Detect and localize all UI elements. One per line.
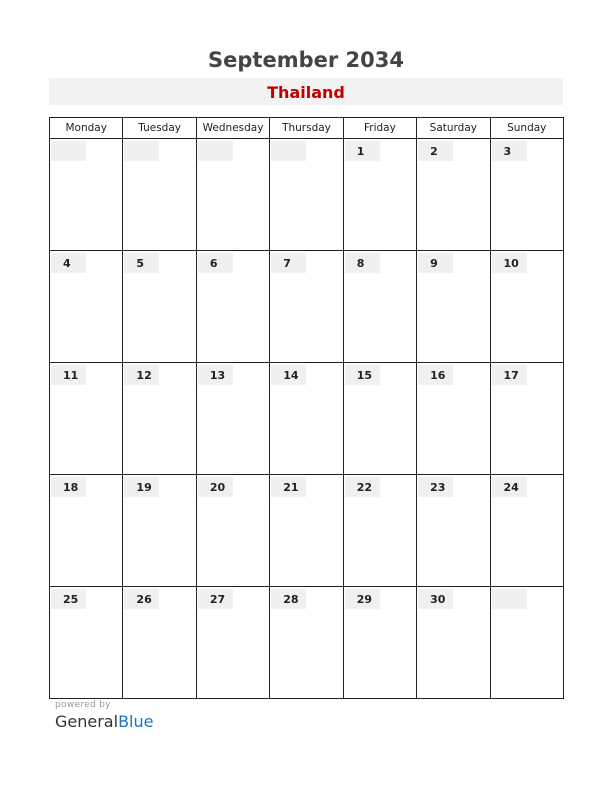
day-number: 25 xyxy=(51,589,86,609)
day-cell xyxy=(123,363,196,475)
day-cell xyxy=(196,587,269,699)
day-cell xyxy=(490,475,563,587)
day-cell xyxy=(343,587,416,699)
day-number: 11 xyxy=(51,365,86,385)
powered-by-text: powered by xyxy=(55,700,111,710)
day-cell xyxy=(50,251,123,363)
weekday-thursday: Thursday xyxy=(270,118,343,139)
day-cell xyxy=(417,251,490,363)
day-number: 2 xyxy=(418,141,453,161)
calendar-title: September 2034 xyxy=(208,48,404,72)
day-cell xyxy=(490,251,563,363)
day-number xyxy=(271,141,306,161)
day-number: 6 xyxy=(198,253,233,273)
day-cell xyxy=(123,587,196,699)
day-cell xyxy=(50,587,123,699)
day-cell xyxy=(270,251,343,363)
day-number: 4 xyxy=(51,253,86,273)
calendar-grid xyxy=(49,117,564,699)
day-cell xyxy=(417,139,490,251)
day-number: 13 xyxy=(198,365,233,385)
day-cell xyxy=(196,363,269,475)
day-cell xyxy=(490,587,563,699)
week-row xyxy=(50,251,564,363)
day-number: 5 xyxy=(124,253,159,273)
day-number: 10 xyxy=(492,253,527,273)
day-number: 15 xyxy=(345,365,380,385)
day-cell xyxy=(196,475,269,587)
day-number: 20 xyxy=(198,477,233,497)
day-cell xyxy=(270,475,343,587)
day-cell xyxy=(417,363,490,475)
day-cell xyxy=(196,251,269,363)
day-number xyxy=(198,141,233,161)
day-number: 19 xyxy=(124,477,159,497)
day-number: 1 xyxy=(345,141,380,161)
day-cell xyxy=(50,363,123,475)
week-row xyxy=(50,363,564,475)
week-row xyxy=(50,139,564,251)
day-cell xyxy=(343,251,416,363)
day-cell xyxy=(490,363,563,475)
day-cell xyxy=(196,139,269,251)
day-number: 23 xyxy=(418,477,453,497)
day-number: 9 xyxy=(418,253,453,273)
day-number: 28 xyxy=(271,589,306,609)
brand-blue: Blue xyxy=(118,712,154,731)
weekday-tuesday: Tuesday xyxy=(123,118,196,139)
day-cell xyxy=(417,587,490,699)
day-number: 18 xyxy=(51,477,86,497)
day-number xyxy=(492,589,527,609)
day-cell xyxy=(270,363,343,475)
day-cell xyxy=(270,587,343,699)
week-row xyxy=(50,587,564,699)
day-cell xyxy=(123,475,196,587)
day-cell xyxy=(343,363,416,475)
day-number: 22 xyxy=(345,477,380,497)
day-number: 21 xyxy=(271,477,306,497)
day-cell xyxy=(490,139,563,251)
day-cell xyxy=(270,139,343,251)
day-number: 17 xyxy=(492,365,527,385)
day-cell xyxy=(123,139,196,251)
day-number xyxy=(51,141,86,161)
day-number: 14 xyxy=(271,365,306,385)
day-cell xyxy=(123,251,196,363)
weekday-header-row xyxy=(50,118,564,139)
day-cell xyxy=(343,475,416,587)
day-number: 8 xyxy=(345,253,380,273)
day-number: 27 xyxy=(198,589,233,609)
weekday-sunday: Sunday xyxy=(490,118,563,139)
footer xyxy=(55,700,153,731)
day-cell xyxy=(50,139,123,251)
country-label: Thailand xyxy=(49,78,563,105)
day-cell xyxy=(417,475,490,587)
weekday-wednesday: Wednesday xyxy=(196,118,269,139)
day-number: 30 xyxy=(418,589,453,609)
brand-logo xyxy=(55,712,153,731)
day-cell xyxy=(343,139,416,251)
day-number: 29 xyxy=(345,589,380,609)
brand-general: General xyxy=(55,712,119,731)
day-number: 24 xyxy=(492,477,527,497)
weekday-monday: Monday xyxy=(50,118,123,139)
weekday-saturday: Saturday xyxy=(417,118,490,139)
day-cell xyxy=(50,475,123,587)
day-number: 12 xyxy=(124,365,159,385)
day-number: 7 xyxy=(271,253,306,273)
day-number xyxy=(124,141,159,161)
day-number: 26 xyxy=(124,589,159,609)
weekday-friday: Friday xyxy=(343,118,416,139)
day-number: 16 xyxy=(418,365,453,385)
week-row xyxy=(50,475,564,587)
day-number: 3 xyxy=(492,141,527,161)
